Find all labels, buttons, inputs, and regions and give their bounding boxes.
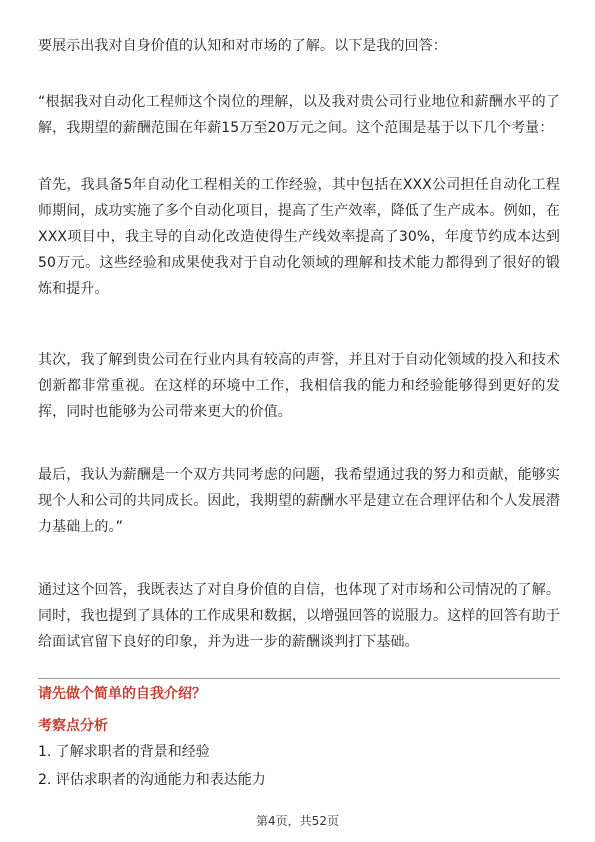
answer-paragraph-4: 最后，我认为薪酬是一个双方共同考虑的问题，我希望通过我的努力和贡献，能够实现个人和公司的共同成长。因此，我期望的薪酬水平是建立在合理评估和个人发展潜力基础上的。” [38, 467, 560, 535]
section-divider [38, 678, 560, 679]
analysis-heading: 考察点分析 [38, 718, 108, 734]
summary-paragraph: 通过这个回答，我既表达了对自身价值的自信，也体现了对市场和公司情况的了解。同时，我也提到了具体的工作成果和数据，以增强回答的说服力。这样的回答有助于给面试官留下良好的印象，并为进一步的薪酬谈判打下基础。 [38, 582, 560, 650]
answer-paragraph-1: “根据我对自动化工程师这个岗位的理解，以及我对贵公司行业地位和薪酬水平的了解，我期望的薪酬范围在年薪15万至20万元之间。这个范围是基于以下几个考量： [38, 94, 560, 136]
answer-paragraph-3: 其次，我了解到贵公司在行业内具有较高的声誉，并且对于自动化领域的投入和技术创新都非常重视。在这样的环境中工作，我相信我的能力和经验能够得到更好的发挥，同时也能够为公司带来更大的价值。 [38, 352, 560, 420]
answer-paragraph-2: 首先，我具备5年自动化工程相关的工作经验，其中包括在XXX公司担任自动化工程师期间，成功实施了多个自动化项目，提高了生产效率，降低了生产成本。例如，在XXX项目中，我主导的自动化改造使得生产线效率提高了30%，年度节约成本达到50万元。这些经验和成果使我对于自动化领域的理解和技术能力都得到了很好的锻炼和提升。 [38, 177, 560, 297]
intro-line: 要展示出我对自身价值的认知和对市场的了解。以下是我的回答： [38, 38, 447, 54]
question-title: 请先做个简单的自我介绍？ [38, 686, 206, 702]
analysis-point: 1. 了解求职者的背景和经验 [38, 744, 210, 760]
analysis-point: 2. 评估求职者的沟通能力和表达能力 [38, 772, 266, 788]
page-number: 第4页，共52页 [256, 814, 339, 828]
